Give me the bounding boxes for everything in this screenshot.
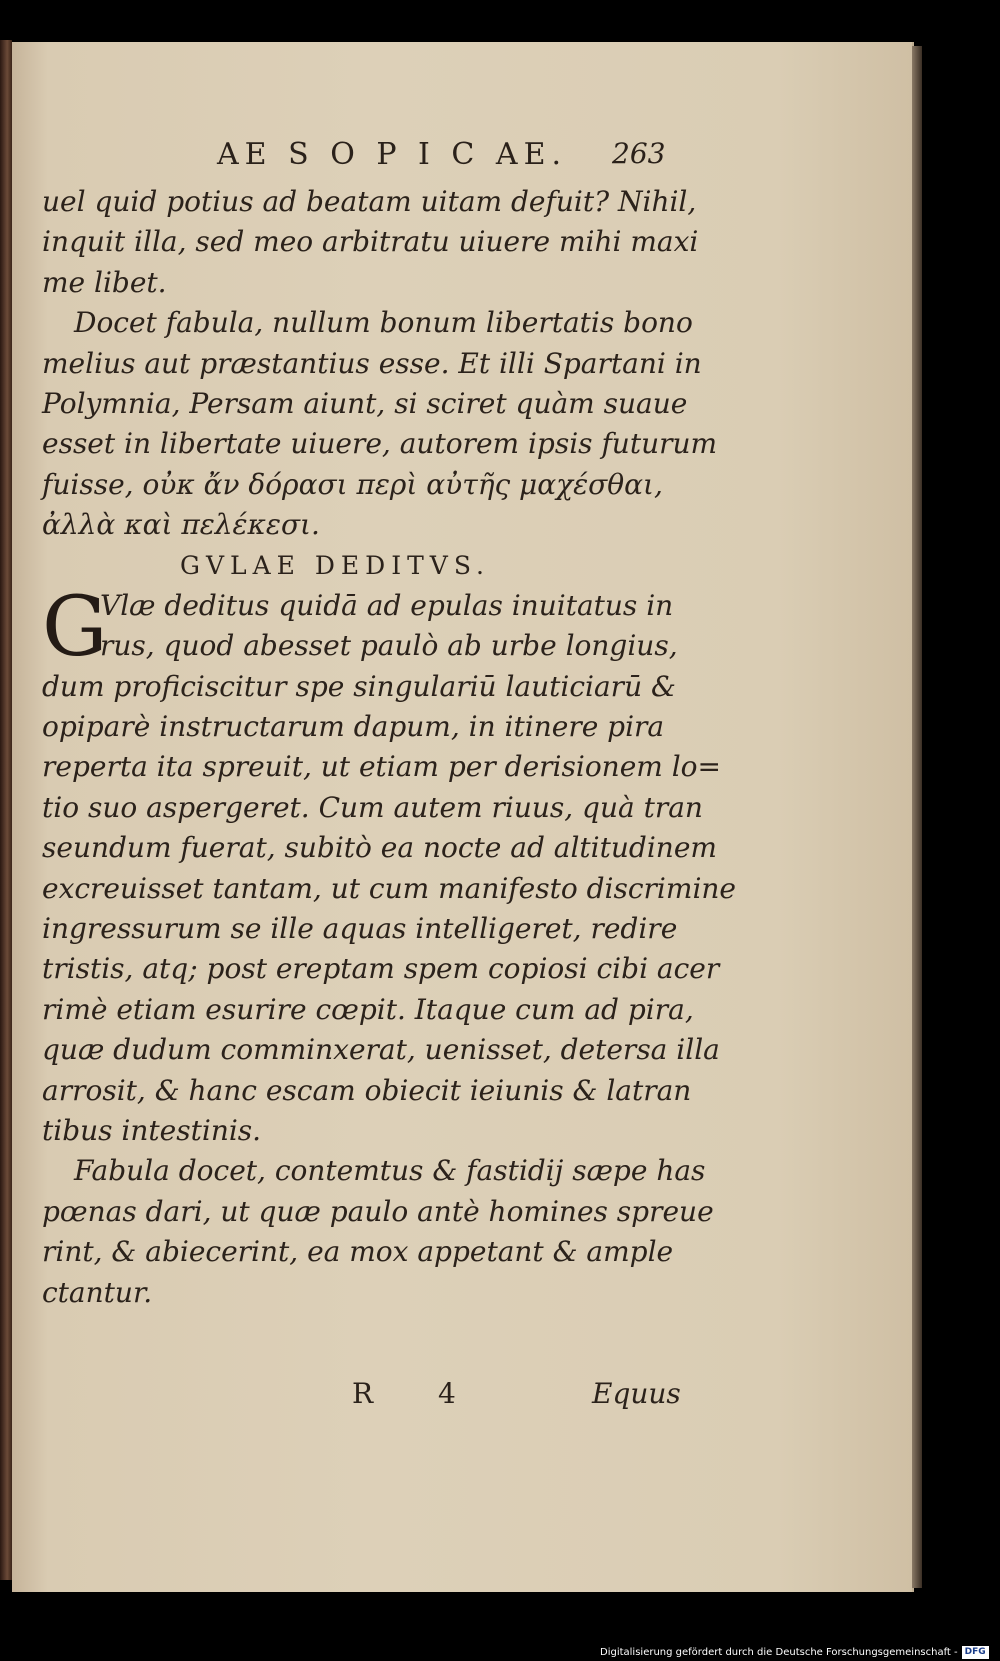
book-page (12, 42, 914, 1592)
page-footer (12, 1377, 912, 1417)
fable-heading: GVLAE DEDITVS. (180, 550, 491, 580)
text-line: rimè etiam esurire cœpit. Itaque cum ad pira, (42, 992, 694, 1026)
dfg-funding-text: Digitalisierung gefördert durch die Deutsche Forschungsgemeinschaft - (600, 1647, 958, 1658)
text-line: uel quid potius ad beatam uitam defuit? Nihil, (42, 185, 697, 218)
paragraph-continuation (42, 182, 699, 303)
text-line: pœnas dari, ut quæ paulo antè homines spreue (42, 1194, 714, 1228)
text-line: Polymnia, Persam aiunt, si sciret quàm suaue (42, 386, 688, 420)
text-line: rint, & abiecerint, ea mox appetant & ample (42, 1235, 674, 1269)
running-head (12, 137, 912, 177)
dfg-logo-icon: DFG (962, 1646, 989, 1659)
dfg-funding-notice (600, 1644, 1000, 1661)
signature-mark: R 4 (352, 1377, 484, 1410)
text-line: me libet. (42, 265, 167, 299)
text-line: ingressurum se ille aquas intelligeret, redire (42, 912, 678, 946)
running-head-title: AE S O P I C AE. (217, 137, 568, 172)
fable-paragraph (42, 579, 736, 1151)
paragraph-moral-libertas (42, 303, 718, 545)
text-line: reperta ita spreuit, ut etiam per derisionem lo= (42, 750, 721, 784)
text-line: Fabula docet, contemtus & fastidij sæpe has (74, 1154, 706, 1188)
text-line: excreuisset tantam, ut cum manifesto discrimine (42, 871, 736, 905)
text-line: arrosit, & hanc escam obiecit ieiunis & latran (42, 1073, 692, 1107)
fable-moral (42, 1151, 714, 1313)
greek-text-line: ἀλλὰ καὶ πελέκεσι. (42, 508, 320, 542)
catchword: Equus (592, 1377, 681, 1410)
text-line: Docet fabula, nullum bonum libertatis bono (74, 306, 693, 340)
text-line: inquit illa, sed meo arbitratu uiuere mihi maxi (42, 225, 699, 259)
text-line: Vlæ deditus quidā ad epulas inuitatus in (100, 588, 674, 622)
text-line: esset in libertate uiuere, autorem ipsis futurum (42, 427, 718, 461)
book-cover-left-edge (0, 40, 12, 1580)
text-line: rus, quod abesset paulò ab urbe longius, (100, 629, 678, 663)
greek-text-line: fuisse, οὐκ ἄν δόρασι περὶ αὐτῆς μαχέσθαι, (42, 467, 663, 501)
drop-cap: G (42, 579, 108, 675)
page-number: 263 (612, 137, 666, 170)
text-line: seundum fuerat, subitò ea nocte ad altitudinem (42, 831, 717, 865)
text-line: tio suo aspergeret. Cum autem riuus, quà tran (42, 790, 703, 824)
text-line: quæ dudum comminxerat, uenisset, detersa illa (42, 1033, 720, 1067)
text-line: melius aut præstantius esse. Et illi Spartani in (42, 346, 702, 380)
text-line: tristis, atq; post ereptam spem copiosi cibi acer (42, 952, 720, 986)
text-line: opiparè instructarum dapum, in itinere pira (42, 710, 665, 744)
text-block (42, 182, 736, 1313)
text-line: ctantur. (42, 1275, 153, 1309)
book-page-right-edge (912, 46, 922, 1588)
text-line: tibus intestinis. (42, 1113, 262, 1147)
text-line: dum proficiscitur spe singulariū lauticiarū & (42, 669, 676, 703)
